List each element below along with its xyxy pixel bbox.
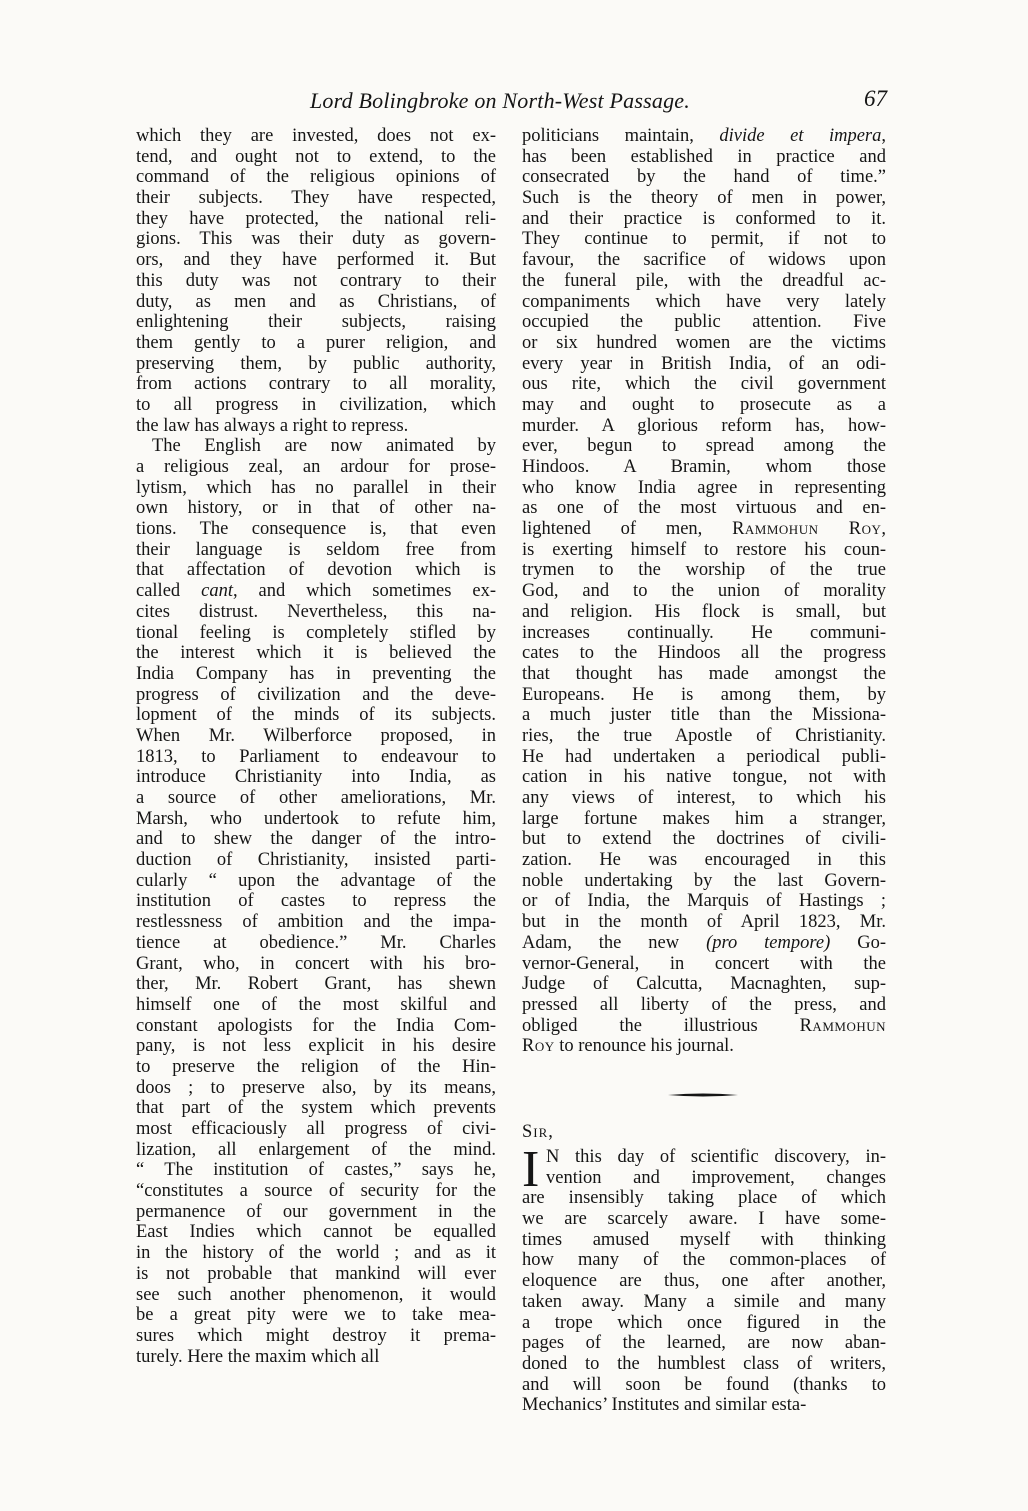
text-line: or of India, the Marquis of Hastings ; bbox=[522, 891, 886, 912]
text-line: duty, as men and as Christians, of bbox=[136, 291, 496, 312]
letter-line: taken away. Many a simile and many bbox=[522, 1291, 886, 1312]
text-line: from actions contrary to all morality, bbox=[136, 374, 496, 395]
letter-line: N this day of scientific discovery, in- bbox=[546, 1147, 886, 1167]
text-line: God, and to the union of morality bbox=[522, 581, 886, 602]
text-line: any views of interest, to which his bbox=[522, 788, 886, 808]
text-line: the law has always a right to repress. bbox=[136, 415, 409, 436]
text-line: politicians maintain, divide et impera, bbox=[522, 126, 886, 146]
text-line: in the history of the world ; and as it bbox=[136, 1243, 496, 1264]
text-line: favour, the sacrifice of widows upon bbox=[522, 250, 886, 271]
text-line: companiments which have very lately bbox=[522, 291, 886, 312]
text-line: they have protected, the national reli- bbox=[136, 208, 496, 229]
text-line: is exerting himself to restore his coun- bbox=[522, 539, 886, 560]
text-line: to preserve the religion of the Hin- bbox=[136, 1056, 496, 1077]
letter-line: a trope which once figured in the bbox=[522, 1312, 886, 1333]
letter-line: times amused myself with thinking bbox=[522, 1229, 886, 1250]
text-line: to all progress in civilization, which bbox=[136, 394, 496, 415]
text-line: and their practice is conformed to it. bbox=[522, 208, 886, 229]
drop-cap: I bbox=[522, 1141, 540, 1198]
letter-line: we are scarcely aware. I have some- bbox=[522, 1209, 886, 1230]
text-line: tions. The consequence is, that even bbox=[136, 519, 496, 540]
text-line: Grant, who, in concert with his bro- bbox=[136, 953, 496, 974]
text-line: permanence of our government in the bbox=[136, 1201, 496, 1222]
text-line: institution of castes to repress the bbox=[136, 891, 496, 912]
letter-line: doned to the humblest class of writers, bbox=[522, 1353, 886, 1374]
text-line: consecrated by the hand of time.” bbox=[522, 167, 886, 188]
text-line: and religion. His flock is small, but bbox=[522, 601, 886, 622]
text-line: himself one of the most skilful and bbox=[136, 994, 496, 1015]
text-line: vernor-General, in concert with the bbox=[522, 953, 886, 974]
text-line: duction of Christianity, insisted parti- bbox=[136, 850, 496, 871]
text-line: which they are invested, does not ex- bbox=[136, 126, 496, 146]
text-line: 1813, to Parliament to endeavour to bbox=[136, 746, 496, 767]
text-line: murder. A glorious reform has, how- bbox=[522, 415, 886, 436]
running-title: Lord Bolingbroke on North-West Passage. bbox=[310, 88, 690, 113]
text-line: be a great pity were we to take mea- bbox=[136, 1305, 496, 1326]
letter-line: eloquence are thus, one after another, bbox=[522, 1271, 886, 1292]
text-line: large fortune makes him a stranger, bbox=[522, 808, 886, 829]
text-line: who know India agree in representing bbox=[522, 477, 886, 498]
text-line: doos ; to preserve also, by its means, bbox=[136, 1077, 496, 1098]
text-line: tience at obedience.” Mr. Charles bbox=[136, 932, 496, 953]
text-line: pressed all liberty of the press, and bbox=[522, 994, 886, 1015]
text-line: gions. This was their duty as govern- bbox=[136, 229, 496, 250]
text-line: cation in his native tongue, not with bbox=[522, 767, 886, 788]
left-column bbox=[136, 126, 496, 1367]
text-line: When Mr. Wilberforce proposed, in bbox=[136, 725, 496, 746]
text-line: called cant, and which sometimes ex- bbox=[136, 581, 496, 602]
text-line: Adam, the new (pro tempore) Go- bbox=[522, 932, 886, 953]
text-line: as one of the most virtuous and en- bbox=[522, 498, 886, 519]
text-line: tional feeling is completely stifled by bbox=[136, 622, 496, 643]
text-line: that part of the system which prevents bbox=[136, 1098, 496, 1119]
text-line: Europeans. He is among them, by bbox=[522, 684, 886, 705]
right-column bbox=[522, 126, 886, 1057]
section-divider-ornament bbox=[668, 1092, 738, 1098]
letter-line: how many of the common-places of bbox=[522, 1250, 886, 1271]
letter-body bbox=[522, 1141, 886, 1416]
text-line: East Indies which cannot be equalled bbox=[136, 1222, 496, 1243]
text-line: but to extend the doctrines of civili- bbox=[522, 829, 886, 850]
text-line: is not probable that mankind will ever bbox=[136, 1263, 496, 1284]
text-line: cularly “ upon the advantage of the bbox=[136, 870, 496, 891]
text-line: the funeral pile, with the dreadful ac- bbox=[522, 270, 886, 291]
text-line: ors, and they have performed it. But bbox=[136, 250, 496, 271]
text-line: lightened of men, Rammohun Roy, bbox=[522, 519, 886, 540]
text-line: pany, is not less explicit in his desire bbox=[136, 1036, 496, 1057]
text-line: zation. He was encouraged in this bbox=[522, 850, 886, 871]
text-line: tend, and ought not to extend, to the bbox=[136, 146, 496, 167]
text-line: The English are now animated by bbox=[152, 436, 496, 457]
text-line: a source of other ameliorations, Mr. bbox=[136, 788, 496, 808]
text-line: cites distrust. Nevertheless, this na- bbox=[136, 601, 496, 622]
text-line: ries, the true Apostle of Christianity. bbox=[522, 725, 886, 746]
text-line: constant apologists for the India Com- bbox=[136, 1015, 496, 1036]
text-line: lization, all enlargement of the mind. bbox=[136, 1139, 496, 1160]
text-line: them gently to a purer religion, and bbox=[136, 332, 496, 353]
text-line: noble undertaking by the last Govern- bbox=[522, 870, 886, 891]
text-line: that affectation of devotion which is bbox=[136, 560, 496, 581]
text-line: a much juster title than the Missiona- bbox=[522, 705, 886, 726]
text-line: that thought has made amongst the bbox=[522, 663, 886, 684]
text-line: ous rite, which the civil government bbox=[522, 374, 886, 395]
text-line: Roy to renounce his journal. bbox=[522, 1036, 734, 1057]
text-line: “constitutes a source of security for the bbox=[136, 1181, 496, 1202]
text-line: cates to the Hindoos all the progress bbox=[522, 643, 886, 664]
text-line: turely. Here the maxim which all bbox=[136, 1346, 380, 1367]
text-line: preserving them, by public authority, bbox=[136, 353, 496, 374]
text-line: trymen to the worship of the true bbox=[522, 560, 886, 581]
letter-salutation: Sir, bbox=[522, 1122, 554, 1142]
text-line: every year in British India, of an odi- bbox=[522, 353, 886, 374]
text-line: own history, or in that of other na- bbox=[136, 498, 496, 519]
letter-line: and will soon be found (thanks to bbox=[522, 1374, 886, 1395]
text-line: “ The institution of castes,” says he, bbox=[136, 1160, 496, 1181]
letter-line: Mechanics’ Institutes and similar esta- bbox=[522, 1395, 807, 1416]
text-line: India Company has in preventing the bbox=[136, 663, 496, 684]
text-line: the interest which it is believed the bbox=[136, 643, 496, 664]
letter-line: pages of the learned, are now aban- bbox=[522, 1333, 886, 1354]
text-line: Judge of Calcutta, Macnaghten, sup- bbox=[522, 974, 886, 995]
text-line: their subjects. They have respected, bbox=[136, 188, 496, 209]
text-line: occupied the public attention. Five bbox=[522, 312, 886, 333]
text-line: He had undertaken a periodical publi- bbox=[522, 746, 886, 767]
text-line: obliged the illustrious Rammohun bbox=[522, 1015, 886, 1036]
text-line: ever, begun to spread among the bbox=[522, 436, 886, 457]
text-line: progress of civilization and the deve- bbox=[136, 684, 496, 705]
text-line: Such is the theory of men in power, bbox=[522, 188, 886, 209]
text-line: this duty was not contrary to their bbox=[136, 270, 496, 291]
text-line: has been established in practice and bbox=[522, 146, 886, 167]
text-line: their language is seldom free from bbox=[136, 539, 496, 560]
text-line: increases continually. He communi- bbox=[522, 622, 886, 643]
text-line: Hindoos. A Bramin, whom those bbox=[522, 457, 886, 477]
letter-line: vention and improvement, changes bbox=[546, 1167, 886, 1188]
text-line: and to shew the danger of the intro- bbox=[136, 829, 496, 850]
text-line: lytism, which has no parallel in their bbox=[136, 477, 496, 498]
text-line: They continue to permit, if not to bbox=[522, 229, 886, 250]
text-line: sures which might destroy it prema- bbox=[136, 1325, 496, 1346]
text-line: introduce Christianity into India, as bbox=[136, 767, 496, 788]
text-line: ther, Mr. Robert Grant, has shewn bbox=[136, 974, 496, 995]
text-line: command of the religious opinions of bbox=[136, 167, 496, 188]
text-line: but in the month of April 1823, Mr. bbox=[522, 912, 886, 933]
text-line: a religious zeal, an ardour for prose- bbox=[136, 457, 496, 477]
page-number: 67 bbox=[864, 86, 887, 111]
text-line: may and ought to prosecute as a bbox=[522, 394, 886, 415]
text-line: most efficaciously all progress of civi- bbox=[136, 1119, 496, 1139]
letter-line: are insensibly taking place of which bbox=[522, 1188, 886, 1209]
text-line: Marsh, who undertook to refute him, bbox=[136, 808, 496, 829]
text-line: restlessness of ambition and the impa- bbox=[136, 912, 496, 933]
text-line: enlightening their subjects, raising bbox=[136, 312, 496, 333]
text-line: see such another phenomenon, it would bbox=[136, 1284, 496, 1305]
text-line: or six hundred women are the victims bbox=[522, 332, 886, 353]
text-line: lopment of the minds of its subjects. bbox=[136, 705, 496, 726]
